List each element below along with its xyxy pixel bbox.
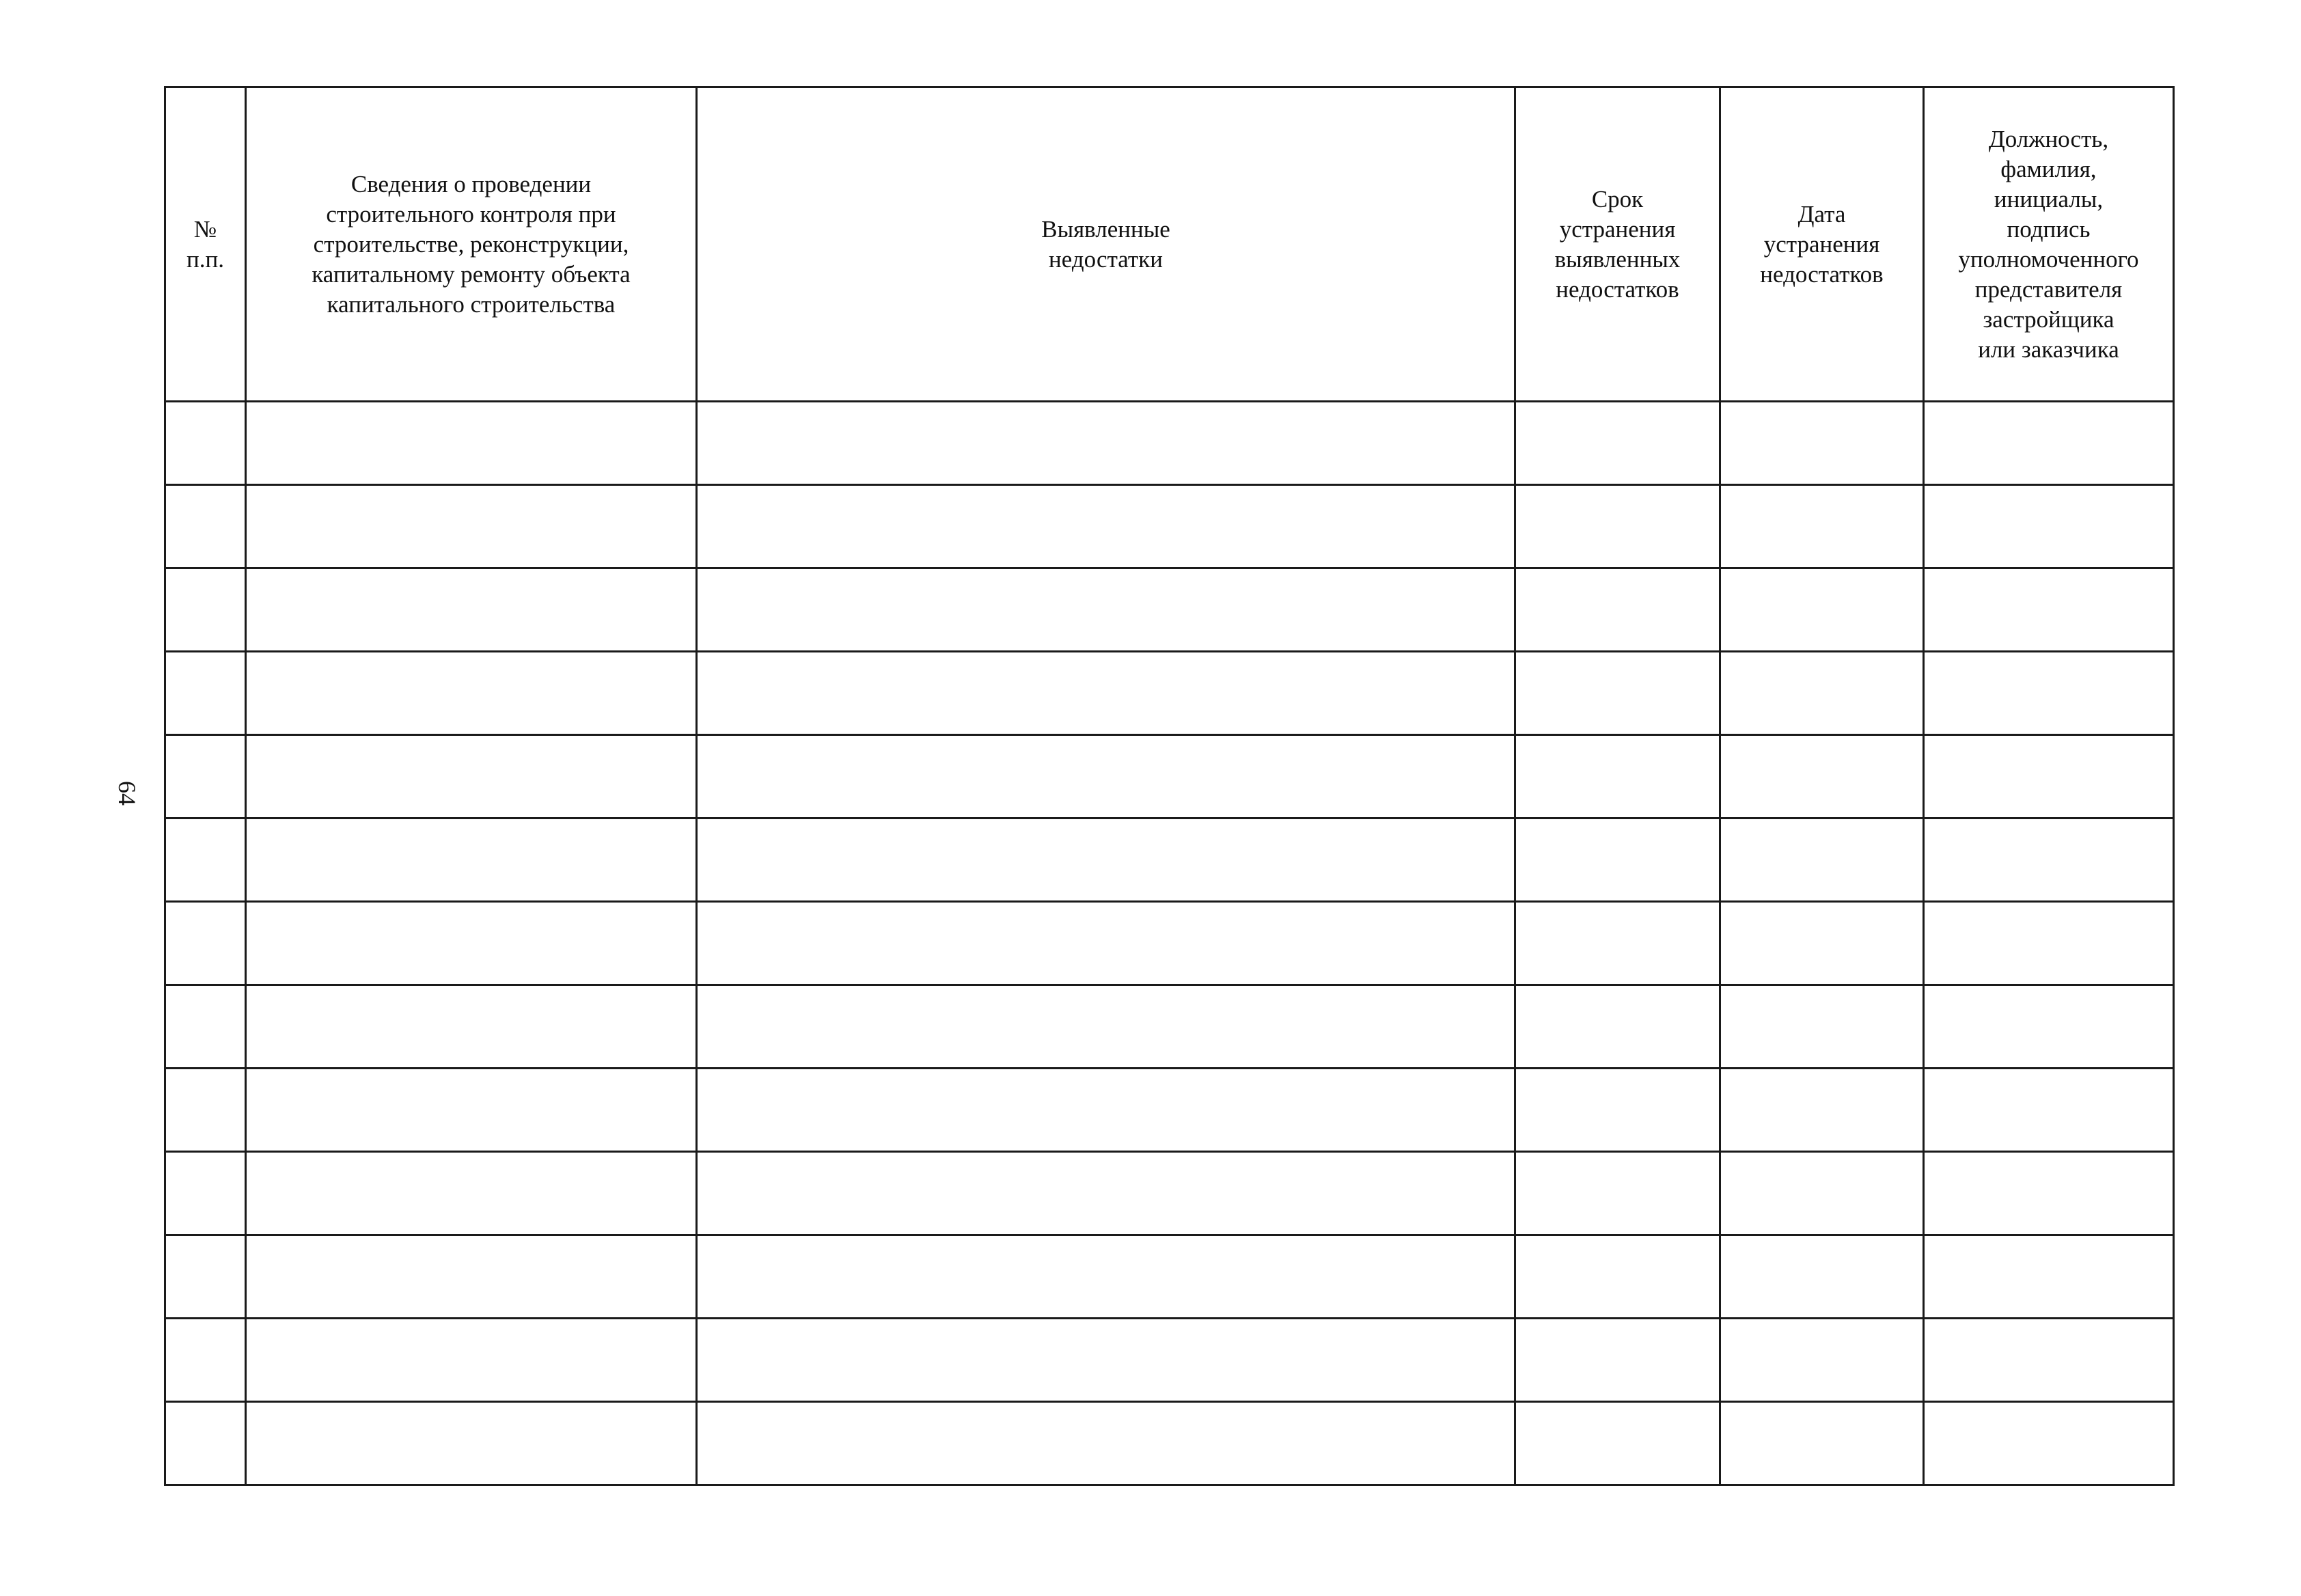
header-representative (1924, 87, 2174, 402)
cell-representative (1924, 1319, 2174, 1402)
header-label: Сведения о проведении строительного контроля при строительстве, реконструкции, капитальному ремонту объекта капитального строительства (312, 170, 631, 318)
table-row (165, 402, 2174, 485)
cell-fix-date (1720, 735, 1924, 818)
header-label: Выявленные недостатки (1041, 215, 1170, 273)
cell-representative (1924, 652, 2174, 735)
table-row (165, 1235, 2174, 1319)
cell-control-info (246, 568, 697, 652)
cell-deadline (1515, 1402, 1720, 1485)
cell-defects (697, 1069, 1515, 1152)
cell-control-info (246, 735, 697, 818)
cell-defects (697, 985, 1515, 1069)
cell-control-info (246, 1152, 697, 1235)
cell-fix-date (1720, 568, 1924, 652)
cell-deadline (1515, 568, 1720, 652)
cell-defects (697, 1402, 1515, 1485)
cell-defects (697, 1152, 1515, 1235)
cell-number (165, 902, 246, 985)
header-identified-defects (697, 87, 1515, 402)
table-row (165, 485, 2174, 568)
cell-defects (697, 1319, 1515, 1402)
header-label: Должность, фамилия, инициалы, подпись уполномоченного представителя застройщика или заказчика (1958, 125, 2139, 363)
cell-number (165, 1402, 246, 1485)
cell-deadline (1515, 402, 1720, 485)
cell-deadline (1515, 1069, 1720, 1152)
cell-representative (1924, 902, 2174, 985)
cell-control-info (246, 1319, 697, 1402)
cell-defects (697, 652, 1515, 735)
cell-representative (1924, 568, 2174, 652)
cell-fix-date (1720, 652, 1924, 735)
header-label: № п.п. (187, 215, 224, 273)
table-row (165, 1402, 2174, 1485)
table-row (165, 902, 2174, 985)
table-header-row (165, 87, 2174, 402)
cell-control-info (246, 485, 697, 568)
cell-representative (1924, 485, 2174, 568)
cell-fix-date (1720, 1402, 1924, 1485)
cell-control-info (246, 1069, 697, 1152)
cell-deadline (1515, 1235, 1720, 1319)
cell-representative (1924, 402, 2174, 485)
header-fix-date (1720, 87, 1924, 402)
cell-defects (697, 568, 1515, 652)
cell-number (165, 735, 246, 818)
cell-fix-date (1720, 818, 1924, 902)
cell-defects (697, 402, 1515, 485)
cell-fix-date (1720, 1069, 1924, 1152)
cell-fix-date (1720, 1319, 1924, 1402)
table-row (165, 568, 2174, 652)
cell-number (165, 1069, 246, 1152)
cell-defects (697, 902, 1515, 985)
cell-deadline (1515, 902, 1720, 985)
cell-representative (1924, 735, 2174, 818)
cell-fix-date (1720, 902, 1924, 985)
table-row (165, 818, 2174, 902)
table-row (165, 985, 2174, 1069)
cell-deadline (1515, 652, 1720, 735)
cell-defects (697, 485, 1515, 568)
cell-number (165, 1152, 246, 1235)
table-body (165, 402, 2174, 1485)
cell-fix-date (1720, 1152, 1924, 1235)
cell-representative (1924, 1402, 2174, 1485)
cell-deadline (1515, 735, 1720, 818)
cell-number (165, 1319, 246, 1402)
cell-deadline (1515, 1152, 1720, 1235)
cell-fix-date (1720, 485, 1924, 568)
cell-control-info (246, 985, 697, 1069)
cell-deadline (1515, 985, 1720, 1069)
cell-deadline (1515, 1319, 1720, 1402)
cell-defects (697, 735, 1515, 818)
cell-representative (1924, 985, 2174, 1069)
header-label: Срок устранения выявленных недостатков (1554, 185, 1681, 303)
header-label: Дата устранения недостатков (1760, 200, 1884, 288)
cell-representative (1924, 1152, 2174, 1235)
table-row (165, 1069, 2174, 1152)
table-row (165, 1152, 2174, 1235)
header-deadline (1515, 87, 1720, 402)
cell-representative (1924, 818, 2174, 902)
cell-deadline (1515, 485, 1720, 568)
cell-defects (697, 818, 1515, 902)
cell-representative (1924, 1235, 2174, 1319)
cell-number (165, 1235, 246, 1319)
cell-number (165, 652, 246, 735)
cell-fix-date (1720, 402, 1924, 485)
cell-control-info (246, 652, 697, 735)
cell-representative (1924, 1069, 2174, 1152)
header-number (165, 87, 246, 402)
cell-number (165, 485, 246, 568)
table-row (165, 652, 2174, 735)
cell-number (165, 402, 246, 485)
cell-control-info (246, 1235, 697, 1319)
cell-number (165, 985, 246, 1069)
defects-log-table (164, 86, 2175, 1486)
header-construction-control-info (246, 87, 697, 402)
cell-fix-date (1720, 985, 1924, 1069)
cell-control-info (246, 402, 697, 485)
page-number: 64 (113, 781, 141, 806)
cell-control-info (246, 818, 697, 902)
table-row (165, 1319, 2174, 1402)
cell-number (165, 568, 246, 652)
cell-fix-date (1720, 1235, 1924, 1319)
cell-control-info (246, 902, 697, 985)
cell-number (165, 818, 246, 902)
cell-deadline (1515, 818, 1720, 902)
cell-control-info (246, 1402, 697, 1485)
table-row (165, 735, 2174, 818)
cell-defects (697, 1235, 1515, 1319)
